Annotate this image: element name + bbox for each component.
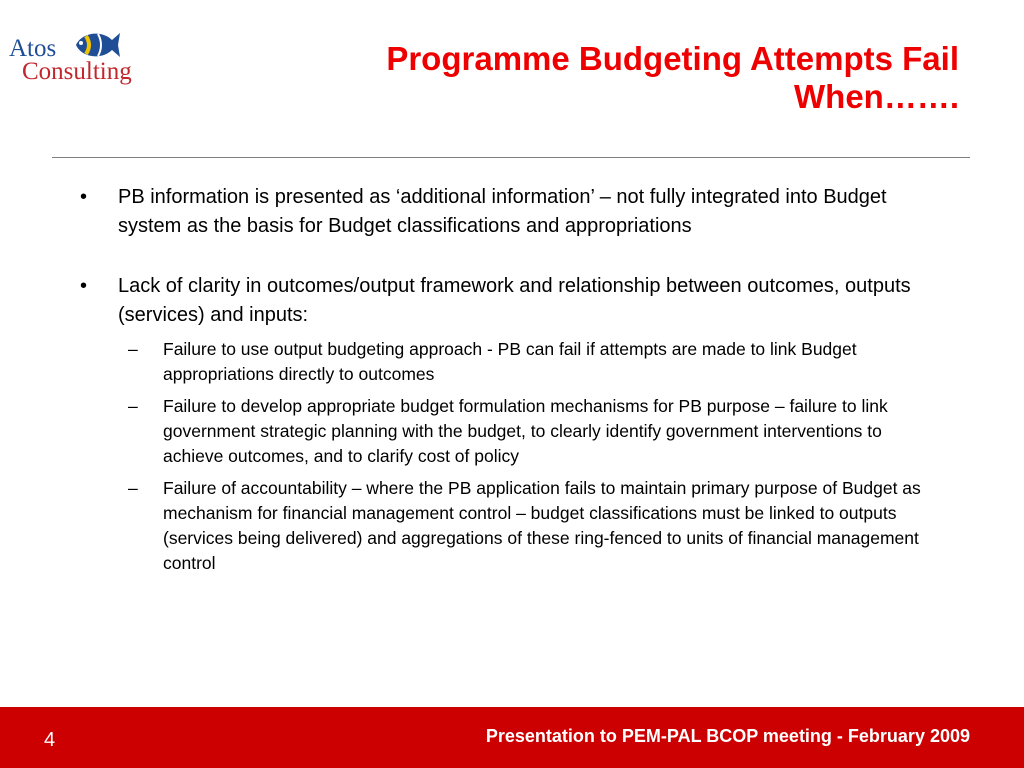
- sub-bullet-list: [76, 337, 946, 576]
- sub-bullet-text: Failure to develop appropriate budget formulation mechanisms for PB purpose – failure to link government strategic planning with the budget, to clearly identify government interventions to achieve outcomes, and to clarify cost of policy: [163, 396, 888, 466]
- dash-marker: –: [128, 339, 138, 359]
- bullet-marker: •: [80, 275, 88, 297]
- sub-bullet-item: [76, 394, 946, 469]
- slide-title-line-2: When…….: [794, 78, 959, 115]
- bullet-item: [76, 272, 946, 330]
- bullet-marker: •: [80, 186, 88, 208]
- bullet-text: PB information is presented as ‘additional information’ – not fully integrated into Budget system as the basis for Budget classifications and appropriations: [118, 186, 887, 237]
- dash-marker: –: [128, 478, 138, 498]
- slide-title-line-1: Programme Budgeting Attempts Fail: [386, 40, 959, 77]
- logo-word-consulting: Consulting: [22, 58, 132, 85]
- sub-bullet-text: Failure of accountability – where the PB application fails to maintain primary purpose of Budget as mechanism for financial management control – budget classifications must be linked to outputs (services being delivered) and aggregations of these ring-fenced to units of financial management control: [163, 478, 921, 573]
- logo-word-atos: Atos: [9, 35, 57, 62]
- title-divider: [52, 157, 970, 158]
- slide-body: [76, 183, 946, 576]
- sub-bullet-item: [76, 337, 946, 387]
- fish-icon: [72, 28, 122, 62]
- sub-bullet-text: Failure to use output budgeting approach - PB can fail if attempts are made to link Budget appropriations directly to outcomes: [163, 339, 857, 384]
- page-number: 4: [44, 729, 56, 751]
- sub-bullet-item: [76, 476, 946, 576]
- slide-title: [239, 40, 959, 116]
- footer-text: Presentation to PEM-PAL BCOP meeting - February 2009: [485, 726, 970, 746]
- bullet-text: Lack of clarity in outcomes/output framework and relationship between outcomes, outputs (services) and inputs:: [118, 275, 911, 326]
- dash-marker: –: [128, 396, 138, 416]
- footer-bar: [0, 707, 1024, 768]
- bullet-item: [76, 183, 946, 241]
- atos-consulting-logo: [8, 28, 158, 92]
